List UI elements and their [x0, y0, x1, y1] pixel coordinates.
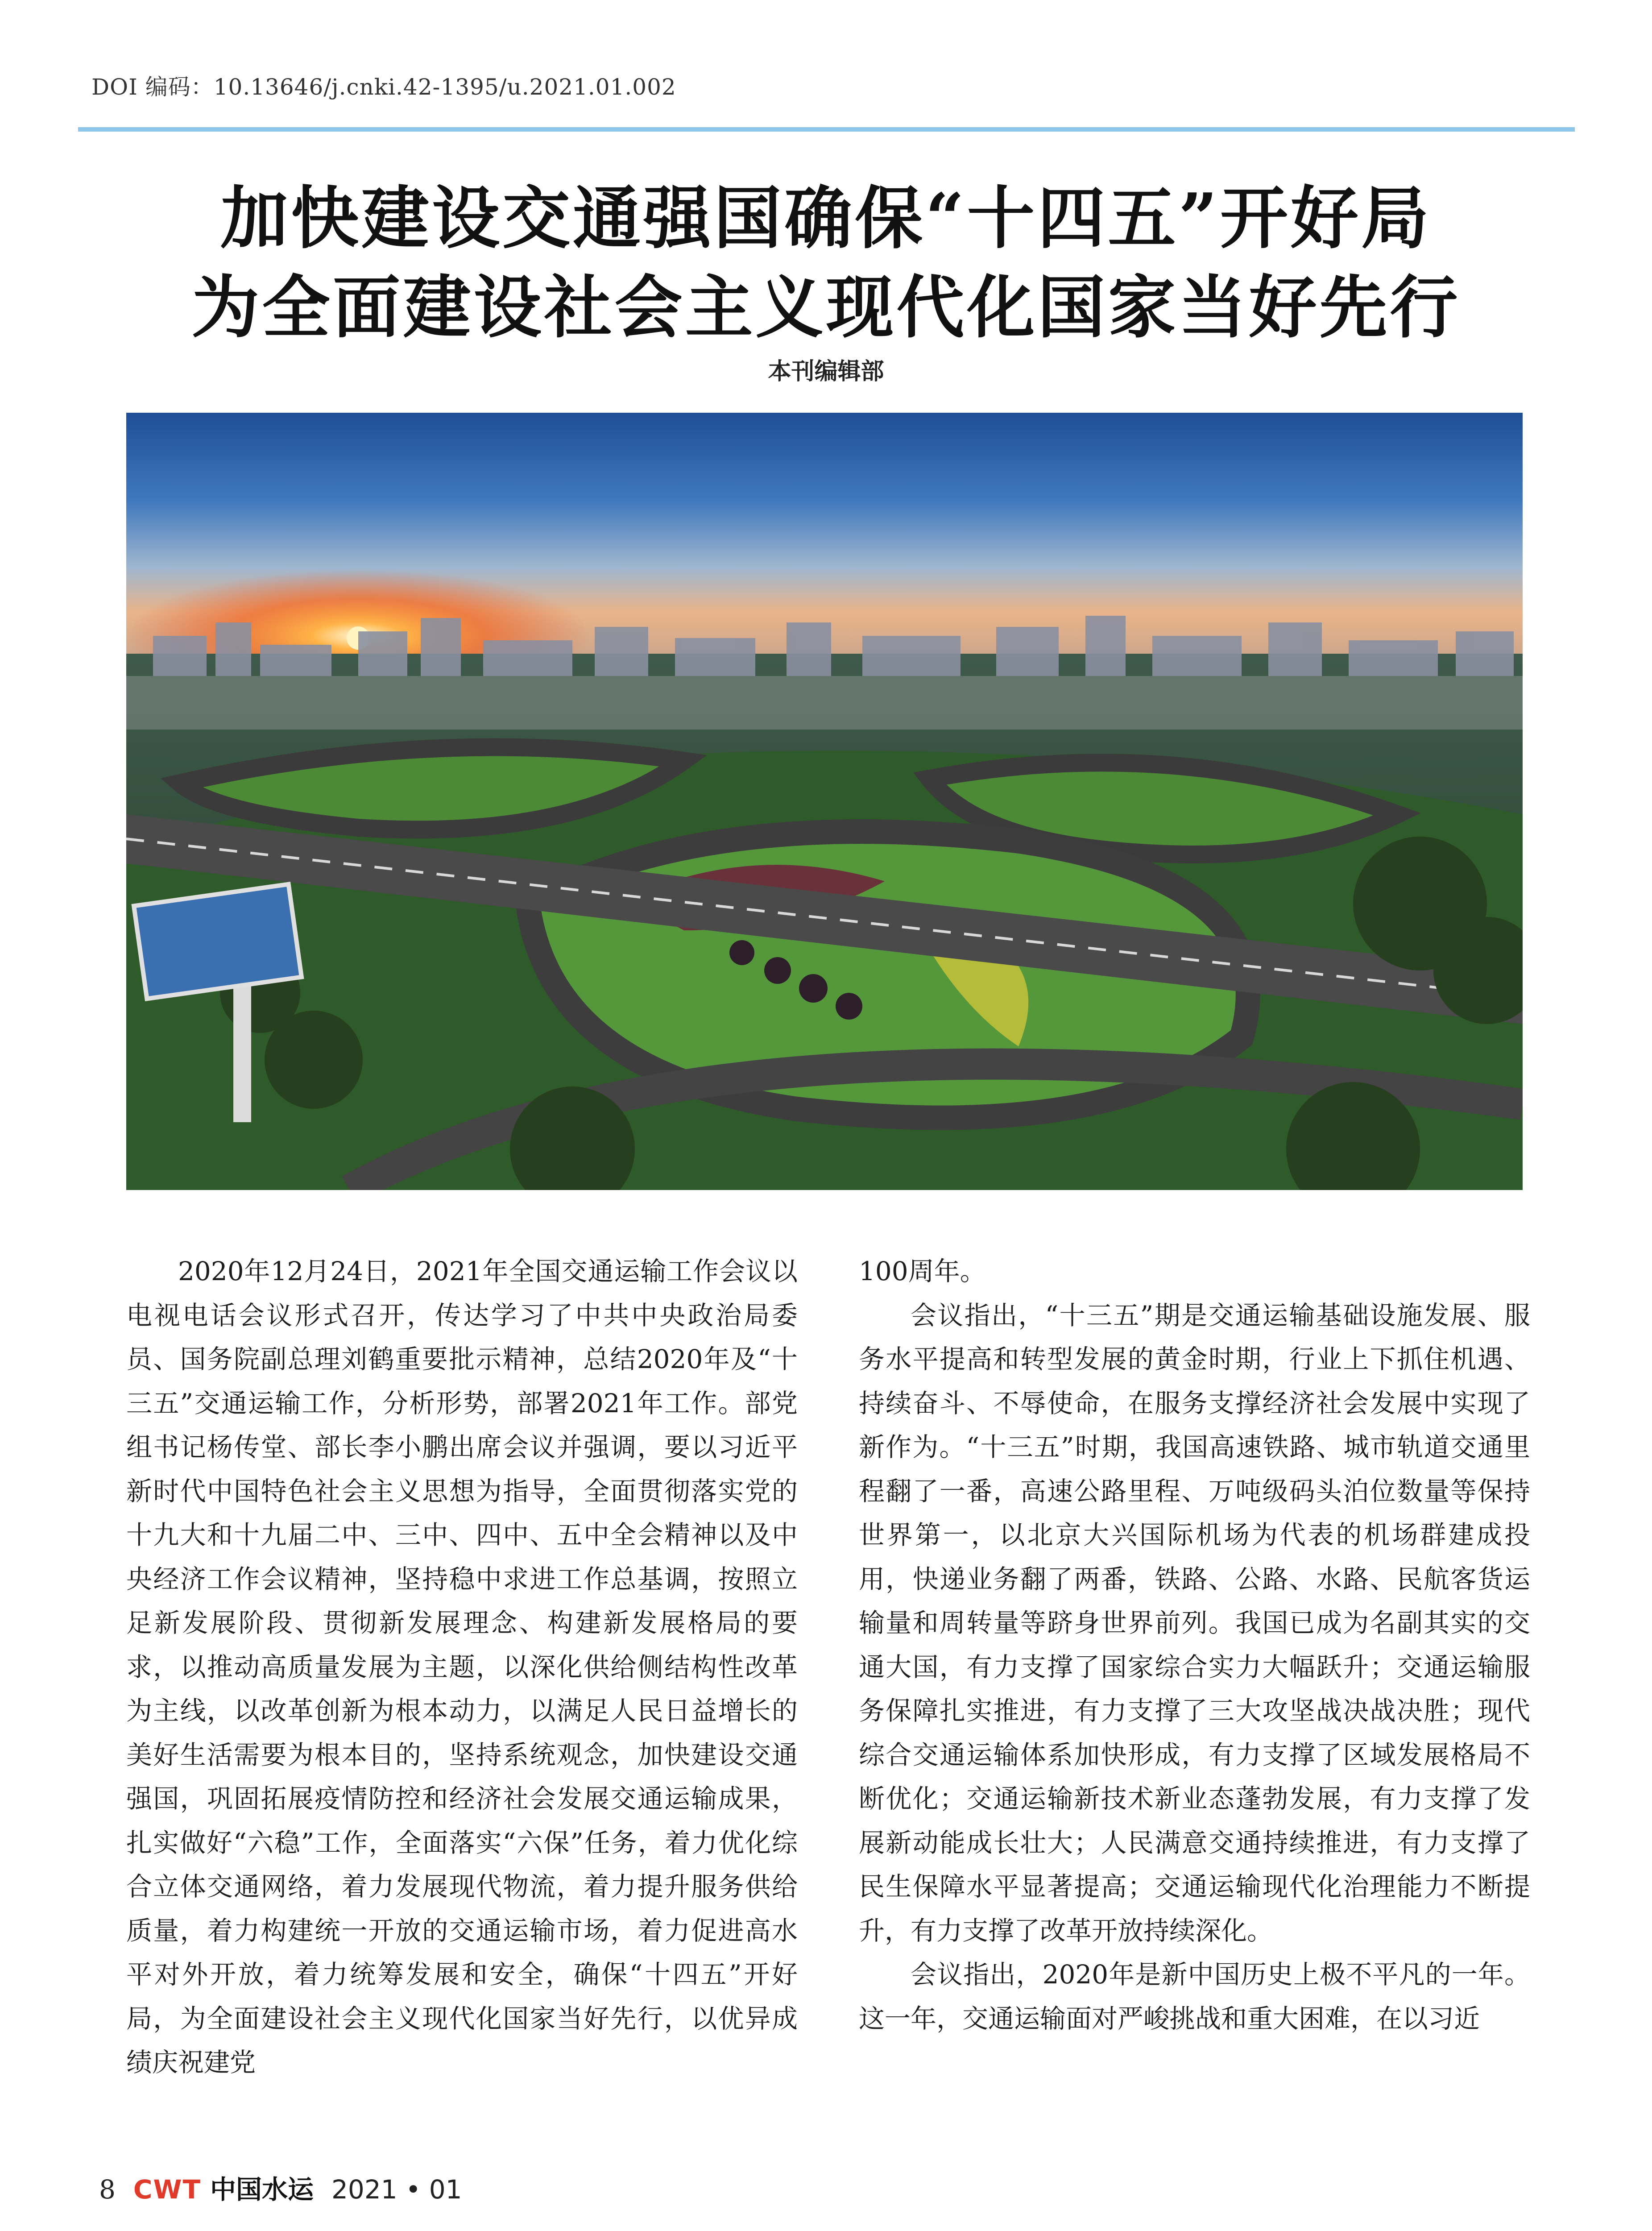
journal-issue: 2021 • 01 — [331, 2174, 462, 2205]
page-number: 8 — [99, 2174, 116, 2205]
doi-code: DOI 编码：10.13646/j.cnki.42-1395/u.2021.01.002 — [91, 74, 676, 100]
header-rule — [78, 127, 1575, 132]
article-title-line-1: 加快建设交通强国确保“十四五”开好局 — [220, 178, 1432, 258]
page-footer — [99, 2169, 462, 2205]
journal-brand: CWT — [133, 2174, 202, 2205]
paragraph: 2020年12月24日，2021年全国交通运输工作会议以电视电话会议形式召开，传达学习了中共中央政治局委员、国务院副总理刘鹤重要批示精神，总结2020年及“十三五”交通运输工作，分析形势，部署2021年工作。部党组书记杨传堂、部长李小鹏出席会议并强调，要以习近平新时代中国特色社会主义思想为指导，全面贯彻落实党的十九大和十九届二中、三中、四中、五中全会精神以及中央经济工作会议精神，坚持稳中求进工作总基调，按照立足新发展阶段、贯彻新发展理念、构建新发展格局的要求，以推动高质量发展为主题，以深化供给侧结构性改革为主线，以改革创新为根本动力，以满足人民日益增长的美好生活需要为根本目的，坚持系统观念，加快建设交通强国，巩固拓展疫情防控和经济社会发展交通运输成果，扎实做好“六稳”工作，全面落实“六保”任务，着力优化综合立体交通网络，着力发展现代物流，着力提升服务供给质量，着力构建统一开放的交通运输市场，着力促进高水平对外开放，着力统筹发展和安全，确保“十四五”开好局，为全面建设社会主义现代化国家当好先行，以优异成绩庆祝建党 — [126, 1256, 798, 2078]
journal-name: 中国水运 — [210, 2174, 314, 2205]
article-column-left — [126, 1249, 798, 2119]
highway-interchange-photo — [126, 413, 1523, 1190]
paragraph: 会议指出，2020年是新中国历史上极不平凡的一年。这一年，交通运输面对严峻挑战和重大困难，在以习近 — [859, 1959, 1530, 2034]
article-title-line-2: 为全面建设社会主义现代化国家当好先行 — [191, 267, 1461, 347]
article-byline: 本刊编辑部 — [768, 358, 884, 385]
paragraph: 会议指出，“十三五”期是交通运输基础设施发展、服务水平提高和转型发展的黄金时期，行业上下抓住机遇、持续奋斗、不辱使命，在服务支撑经济社会发展中实现了新作为。“十三五”时期，我国高速铁路、城市轨道交通里程翻了一番，高速公路里程、万吨级码头泊位数量等保持世界第一，以北京大兴国际机场为代表的机场群建成投用，快递业务翻了两番，铁路、公路、水路、民航客货运输量和周转量等跻身世界前列。我国已成为名副其实的交通大国，有力支撑了国家综合实力大幅跃升；交通运输服务保障扎实推进，有力支撑了三大攻坚战决战决胜；现代综合交通运输体系加快形成，有力支撑了区域发展格局不断优化；交通运输新技术新业态蓬勃发展，有力支撑了发展新动能成长壮大；人民满意交通持续推进，有力支撑了民生保障水平显著提高；交通运输现代化治理能力不断提升，有力支撑了改革开放持续深化。 — [859, 1300, 1530, 1946]
paragraph-continued: 100周年。 — [859, 1256, 986, 1286]
article-column-right — [859, 1249, 1530, 2119]
